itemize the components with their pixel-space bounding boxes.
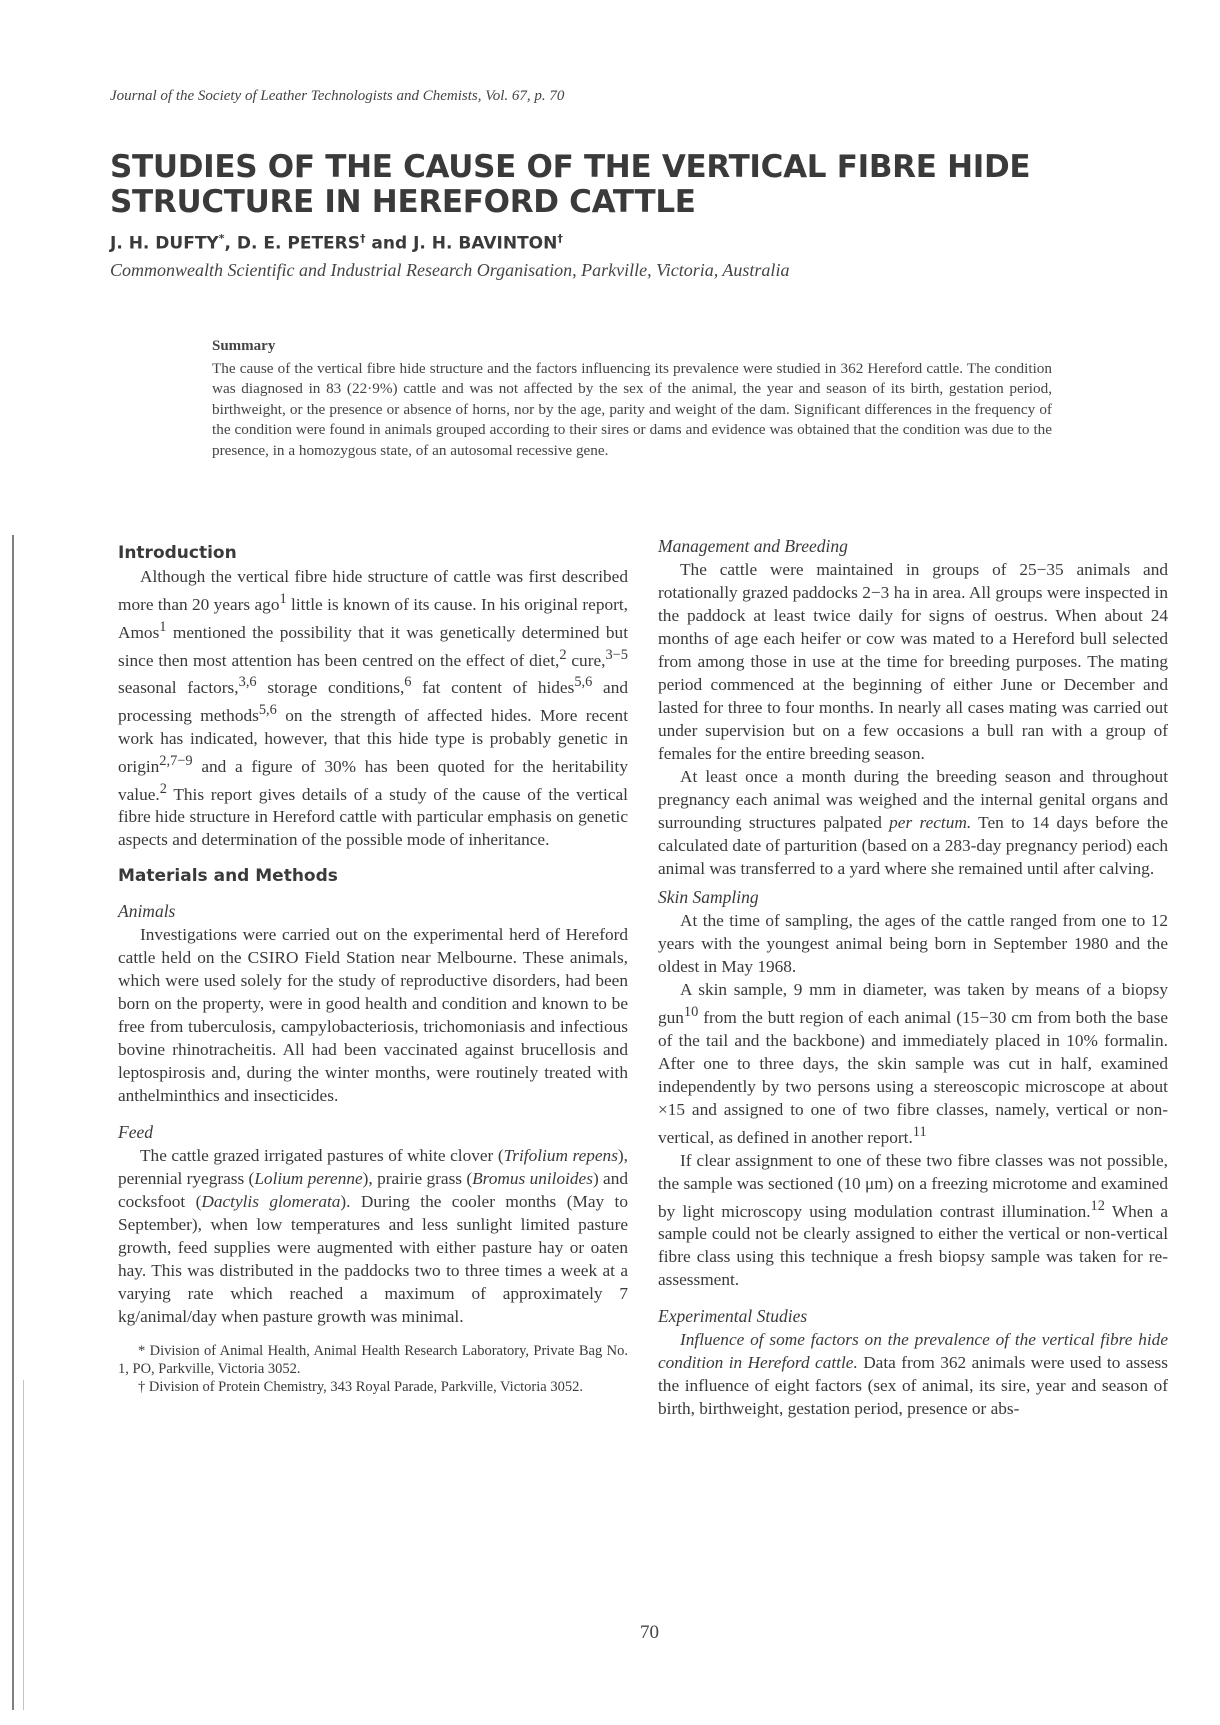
skin-sampling-paragraph: If clear assignment to one of these two fibre classes was not possible, the sample was sectioned (10 μm) on a freezing microtome and examined by light microscopy using modulation contrast illumination.$^{12}$ When a sample could not be clearly assigned to either the vertical or non-vertical fibre class using this technique a fresh biopsy sample was taken for re-assessment. [658, 1150, 1168, 1290]
footnotes [118, 1342, 628, 1396]
affiliation: Commonwealth Scientific and Industrial Research Organisation, Parkville, Victoria, Australia [110, 260, 790, 280]
introduction-heading: Introduction [118, 543, 237, 563]
footnote: * Division of Animal Health, Animal Health Research Laboratory, Private Bag No. 1, PO, Parkville, Victoria 3052. [118, 1343, 628, 1378]
experimental-paragraph: Influence of some factors on the prevalence of the vertical fibre hide condition in Hereford cattle. Data from 362 animals were used to assess the influence of eight factors (sex of animal, its sire, year and season of birth, birthweight, gestation period, presence or abs- [658, 1330, 1168, 1419]
materials-methods-heading: Materials and Methods [118, 866, 338, 887]
skin-sampling-paragraph: At the time of sampling, the ages of the cattle ranged from one to 12 years with the youngest animal being born in September 1980 and the oldest in May 1968. [658, 911, 1168, 976]
species-name: Bromus uniloides [472, 1169, 593, 1189]
summary-text: The cause of the vertical fibre hide structure and the factors influencing its prevalence were studied in 362 Hereford cattle. The condition was diagnosed in 83 (22·9%) cattle and was not affected by the sex of the animal, the year and season of its birth, gestation period, birthweight, or the presence or absence of horns, nor by the age, parity and weight of the dam. Significant differences in the frequency of the condition were found in animals grouped according to their sires or dams and evidence was obtained that the condition was due to the presence, in a homozygous state, of an autosomal recessive gene. [212, 359, 1052, 459]
right-column [658, 535, 1168, 1420]
management-subheading: Management and Breeding [658, 536, 848, 556]
author-mark: † [360, 232, 366, 245]
scan-margin-line [12, 535, 14, 1710]
reference-mark: 1 [159, 618, 167, 635]
experimental-studies-subheading: Experimental Studies [658, 1306, 808, 1327]
reference-mark: 10 [683, 1004, 699, 1020]
author-name: J. H. DUFTY [110, 233, 219, 254]
species-name: Lolium perenne [254, 1169, 363, 1189]
footnote: † Division of Protein Chemistry, 343 Royal Parade, Parkville, Victoria 3052. [138, 1379, 583, 1396]
latin-term: per rectum. [889, 813, 972, 832]
management-paragraph: At least once a month during the breeding season and throughout pregnancy each animal was weighed and the internal genital organs and surrounding structures palpated per rectum. Ten to 14 days before the calculated date of parturition (based on a 283-day pregnancy period) each animal was transferred to a yard where she remained until after calving. [658, 767, 1168, 878]
author-name: D. E. PETERS [236, 233, 360, 254]
page-number: 70 [640, 1622, 659, 1643]
inline-subheading: Influence of some factors on the prevalence of the vertical fibre hide condition in Hereford cattle. [658, 1330, 1168, 1373]
reference-mark: 5,6 [574, 674, 593, 691]
management-paragraph: The cattle were maintained in groups of 25−35 animals and rotationally grazed paddocks 2−3 ha in area. All groups were inspected in the paddock at least twice daily for signs of oestrus. When about 24 months of age each heifer or cow was mated to a Hereford bull selected from among those in use at the time for breeding purposes. The mating period commenced at the beginning of either June or December and lasted for three to four months. In nearly all cases mating was carried out under supervision but on a few occasions a bull ran with a group of females for the entire breeding season. [658, 560, 1168, 763]
feed-subheading: Feed [118, 1122, 153, 1143]
author-mark: † [557, 232, 563, 245]
article-title [110, 150, 1110, 220]
author-mark: * [218, 232, 225, 245]
author-separator: , [224, 233, 237, 254]
title-line: STUDIES OF THE CAUSE OF THE VERTICAL FIBRE HIDE [110, 149, 1031, 185]
reference-mark: 3,6 [238, 674, 257, 691]
reference-mark: 1 [279, 591, 287, 607]
left-column [118, 542, 628, 1396]
reference-mark: 3−5 [605, 646, 628, 663]
reference-mark: 6 [404, 674, 412, 691]
author-list [110, 232, 563, 254]
author-name: J. H. BAVINTON [413, 233, 558, 254]
title-line: STRUCTURE IN HEREFORD CATTLE [110, 184, 696, 220]
reference-mark: 2,7−9 [159, 752, 193, 769]
animals-subheading: Animals [118, 901, 176, 922]
reference-mark: 12 [1090, 1197, 1105, 1214]
skin-sampling-paragraph: A skin sample, 9 mm in diameter, was taken by means of a biopsy gun$^{10}$ from the butt region of each animal (15−30 cm from both the base of the tail and the backbone) and immediately placed in 10% formalin. After one to three days, the skin sample was cut in half, examined independently by two persons using a stereoscopic microscope at about ×15 and assigned to one of two fibre classes, namely, vertical or non-vertical, as defined in another report.$^{11}$ [658, 980, 1168, 1147]
species-name: Dactylis glomerata [201, 1192, 341, 1212]
author-separator: and [365, 233, 414, 254]
species-name: Trifolium repens [503, 1146, 618, 1166]
animals-paragraph: Investigations were carried out on the experimental herd of Hereford cattle held on the CSIRO Field Station near Melbourne. These animals, which were used solely for the study of reproductive disorders, had been born on the property, were in good health and condition and known to be free from tuberculosis, campylobacteriosis, trichomoniasis and infectious bovine rhinotracheitis. All had been vaccinated against brucellosis and leptospirosis and, during the winter months, were routinely treated with anthelminthics and insecticides. [118, 925, 628, 1106]
running-head: Journal of the Society of Leather Technologists and Chemists, Vol. 67, p. 70 [110, 88, 565, 104]
summary-heading: Summary [212, 338, 276, 354]
reference-mark: 11 [912, 1123, 927, 1140]
introduction-paragraph: Although the vertical fibre hide structure of cattle was first described more than 20 years ago$^1$ little is known of its cause. In his original report, Amos$^1$ mentioned the possibility that it was genetically determined but since then most attention has been centred on the effect of diet,$^2$ cure,$^{3-5}$ seasonal factors,$^{3,6}$ storage conditions,$^6$ fat content of hides$^{5,6}$ and processing methods$^{5,6}$ on the strength of affected hides. More recent work has indicated, however, that this hide type is probably genetic in origin$^{2,7-9}$ and a figure of 30% has been quoted for the heritability value.$^2$ This report gives details of a study of the cause of the vertical fibre hide structure in Hereford cattle with particular emphasis on genetic aspects and determination of the possible mode of inheritance. [118, 567, 628, 850]
summary-section [212, 336, 1052, 461]
skin-sampling-subheading: Skin Sampling [658, 887, 759, 907]
scan-margin-line [23, 1380, 24, 1710]
feed-paragraph: The cattle grazed irrigated pastures of white clover (Trifolium repens), perennial ryegrass (Lolium perenne), prairie grass (Bromus uniloides) and cocksfoot (Dactylis glomerata). During the cooler months (May to September), when low temperatures and less sunlight limited pasture growth, feed supplies were augmented with either pasture hay or oaten hay. This was distributed in the paddocks two to three times a week at a varying rate which reached a maximum of approximately 7 kg/animal/day when pasture growth was minimal. [118, 1146, 628, 1327]
reference-mark: 5,6 [258, 702, 277, 719]
reference-mark: 2 [559, 646, 567, 663]
reference-mark: 2 [159, 780, 167, 797]
